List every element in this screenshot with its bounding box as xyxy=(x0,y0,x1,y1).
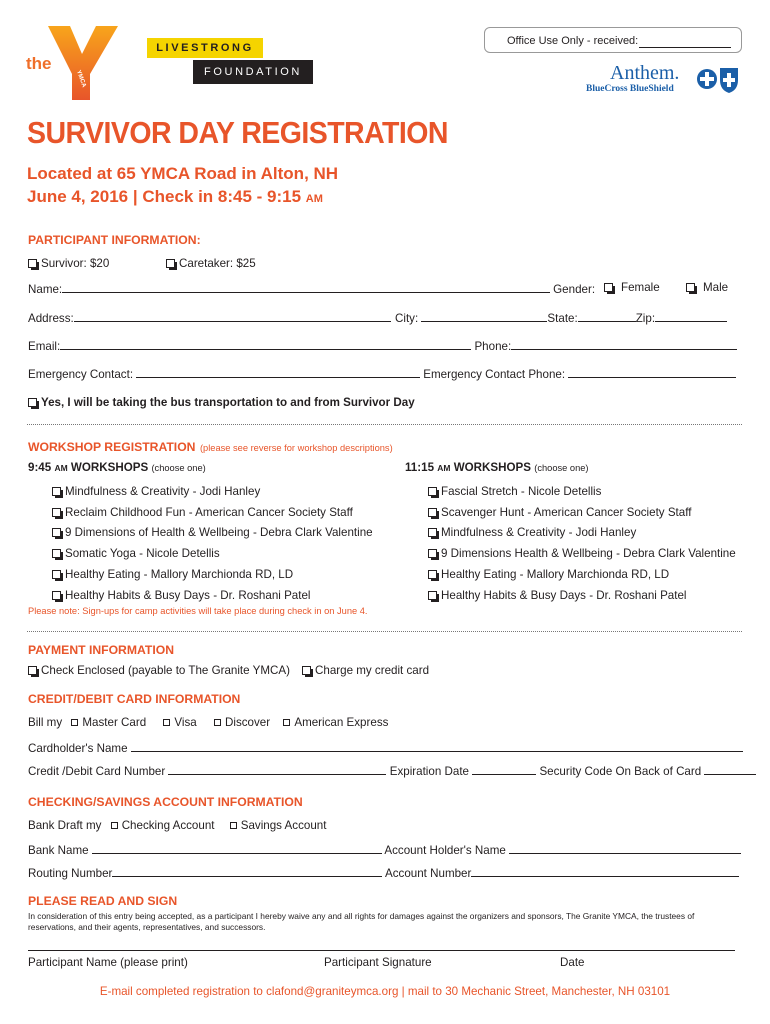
waiver-text: In consideration of this entry being accepted, as a participant I hereby waive any and all rights for damages against the organizers and sponsors, The Granite YMCA, the trustees of reservations, and their agents, representatives, and successors. xyxy=(28,911,695,932)
workshop-label: Mindfulness & Creativity - Jodi Hanley xyxy=(441,526,637,540)
office-use-line xyxy=(639,47,731,48)
master-checkbox[interactable] xyxy=(71,719,78,726)
col1-list xyxy=(52,482,373,606)
card-number-row xyxy=(28,763,756,779)
cardholder-field[interactable] xyxy=(131,740,743,752)
livestrong-top: LIVESTRONG xyxy=(147,38,263,58)
participant-heading: PARTICIPANT INFORMATION: xyxy=(28,233,201,247)
workshop-heading-note: (please see reverse for workshop descriptions) xyxy=(199,443,393,453)
workshop-option[interactable] xyxy=(52,523,373,544)
caretaker-checkbox[interactable] xyxy=(166,259,175,268)
workshop-checkbox[interactable] xyxy=(52,570,61,579)
workshop-option[interactable] xyxy=(428,586,736,607)
workshop-checkbox[interactable] xyxy=(52,591,61,600)
ymca-tag: YMCA xyxy=(74,69,87,89)
caretaker-option[interactable] xyxy=(166,257,256,271)
account-number-field[interactable] xyxy=(471,865,739,877)
col2-time: 11:15 xyxy=(405,461,435,474)
col2-choose: (choose one) xyxy=(534,463,589,473)
signature-line[interactable] xyxy=(28,950,735,951)
emergency-phone-label: Emergency Contact Phone: xyxy=(423,368,566,381)
male-checkbox[interactable] xyxy=(686,283,695,292)
address-row xyxy=(28,310,727,326)
address-field[interactable] xyxy=(74,310,391,322)
workshop-option[interactable] xyxy=(52,586,373,607)
workshop-label: Mindfulness & Creativity - Jodi Hanley xyxy=(65,485,261,498)
workshop-checkbox[interactable] xyxy=(428,570,437,579)
workshop-checkbox[interactable] xyxy=(52,528,61,537)
master-label: Master Card xyxy=(82,716,147,729)
phone-label: Phone: xyxy=(474,340,512,353)
emergency-contact-label: Emergency Contact: xyxy=(28,368,134,381)
ymca-logo xyxy=(26,24,122,102)
male-option[interactable] xyxy=(686,281,728,295)
name-field[interactable] xyxy=(62,281,550,293)
workshop-heading: WORKSHOP REGISTRATION xyxy=(28,440,196,454)
workshop-label: Healthy Eating - Mallory Marchionda RD, LD xyxy=(441,567,670,581)
event-date xyxy=(27,187,323,207)
discover-label: Discover xyxy=(225,716,271,729)
check-label: Check Enclosed (payable to The Granite YMCA) xyxy=(41,664,290,677)
male-label: Male xyxy=(703,281,729,294)
date-label: Date xyxy=(560,956,585,969)
livestrong-logo xyxy=(147,38,302,78)
payment-heading: PAYMENT INFORMATION xyxy=(28,643,175,657)
anthem-sub: BlueCross BlueShield xyxy=(586,84,674,94)
bank-name-label: Bank Name xyxy=(28,844,89,857)
emergency-contact-field[interactable] xyxy=(136,366,420,378)
workshop-label: Reclaim Childhood Fun - American Cancer Society Staff xyxy=(65,505,353,519)
visa-label: Visa xyxy=(174,716,197,729)
amex-checkbox[interactable] xyxy=(283,719,290,726)
bank-type-row xyxy=(28,819,326,833)
livestrong-bottom: FOUNDATION xyxy=(193,60,313,84)
office-use-label: Office Use Only - received: xyxy=(507,35,639,47)
check-checkbox[interactable] xyxy=(28,666,37,675)
workshop-label: Healthy Habits & Busy Days - Dr. Roshani Patel xyxy=(65,588,311,602)
workshop-checkbox[interactable] xyxy=(428,549,437,558)
sign-heading: PLEASE READ AND SIGN xyxy=(28,894,178,908)
workshop-checkbox[interactable] xyxy=(52,487,61,496)
security-label: Security Code On Back of Card xyxy=(539,765,702,778)
workshop-label: 9 Dimensions Health & Wellbeing - Debra Clark Valentine xyxy=(441,547,736,561)
visa-checkbox[interactable] xyxy=(163,719,170,726)
bank-name-field[interactable] xyxy=(92,842,382,854)
bus-label: Yes, I will be taking the bus transportation to and from Survivor Day xyxy=(41,396,415,409)
ymca-word: the xyxy=(26,54,52,73)
workshop-label: Fascial Stretch - Nicole Detellis xyxy=(441,485,602,498)
footer: E-mail completed registration to clafond@graniteymca.org | mail to 30 Mechanic Street, Manchester, NH 03101 xyxy=(99,985,671,998)
participant-signature-label: Participant Signature xyxy=(324,956,432,969)
workshop-checkbox[interactable] xyxy=(428,591,437,600)
workshop-note: Please note: Sign-ups for camp activities will take place during check in on June 4. xyxy=(28,606,368,616)
emergency-phone-field[interactable] xyxy=(568,366,736,378)
check-option[interactable] xyxy=(28,664,290,678)
bus-checkbox[interactable] xyxy=(28,398,37,407)
gender-label: Gender: xyxy=(553,283,596,296)
zip-field[interactable] xyxy=(655,310,727,322)
workshop-option[interactable] xyxy=(428,523,736,544)
bus-option[interactable] xyxy=(28,396,415,410)
phone-field[interactable] xyxy=(511,338,737,350)
savings-checkbox[interactable] xyxy=(230,822,237,829)
col1-title: WORKSHOPS xyxy=(70,461,149,474)
col2-ampm: AM xyxy=(437,463,451,473)
col1-time: 9:45 xyxy=(28,461,52,474)
survivor-option[interactable] xyxy=(28,257,109,271)
security-field[interactable] xyxy=(704,763,756,775)
workshop-option[interactable] xyxy=(428,544,736,565)
col1-heading xyxy=(28,461,206,474)
draft-label: Bank Draft my xyxy=(28,819,102,832)
savings-label: Savings Account xyxy=(240,819,327,832)
card-type-row xyxy=(28,716,388,730)
cardholder-label: Cardholder's Name xyxy=(28,742,128,755)
workshop-label: Somatic Yoga - Nicole Detellis xyxy=(65,547,220,561)
card-heading: CREDIT/DEBIT CARD INFORMATION xyxy=(28,692,241,706)
col2-heading xyxy=(405,461,589,474)
account-holder-label: Account Holder's Name xyxy=(384,844,506,857)
workshop-checkbox[interactable] xyxy=(52,508,61,517)
col2-list xyxy=(428,482,736,606)
female-option[interactable] xyxy=(604,281,660,295)
event-location: Located at 65 YMCA Road in Alton, NH xyxy=(27,164,339,183)
state-field[interactable] xyxy=(578,310,636,322)
card-number-field[interactable] xyxy=(168,763,386,775)
zip-label: Zip: xyxy=(635,312,656,325)
credit-option[interactable] xyxy=(302,664,429,678)
bank-name-row xyxy=(28,842,741,858)
email-row xyxy=(28,338,737,354)
routing-row xyxy=(28,865,739,881)
workshop-label: 9 Dimensions of Health & Wellbeing - Debra Clark Valentine xyxy=(65,526,373,540)
anthem-logo xyxy=(586,62,746,98)
survivor-label: Survivor: $20 xyxy=(41,257,110,270)
event-date-ampm: AM xyxy=(305,193,323,205)
bank-heading: CHECKING/SAVINGS ACCOUNT INFORMATION xyxy=(28,795,303,809)
col1-choose: (choose one) xyxy=(151,463,206,473)
divider xyxy=(27,631,742,632)
city-field[interactable] xyxy=(421,310,547,322)
checking-label: Checking Account xyxy=(121,819,215,832)
credit-label: Charge my credit card xyxy=(315,664,430,677)
amex-label: American Express xyxy=(294,716,389,729)
workshop-option[interactable] xyxy=(52,482,373,503)
female-checkbox[interactable] xyxy=(604,283,613,292)
workshop-checkbox[interactable] xyxy=(428,528,437,537)
workshop-option[interactable] xyxy=(428,565,736,586)
expiration-label: Expiration Date xyxy=(389,765,469,778)
workshop-option[interactable] xyxy=(52,565,373,586)
account-holder-field[interactable] xyxy=(509,842,741,854)
routing-field[interactable] xyxy=(112,865,382,877)
workshop-label: Healthy Eating - Mallory Marchionda RD, LD xyxy=(65,567,294,581)
workshop-label: Healthy Habits & Busy Days - Dr. Roshani Patel xyxy=(441,588,687,602)
email-label: Email: xyxy=(28,340,61,353)
office-use-box xyxy=(484,27,742,53)
event-date-text: June 4, 2016 | Check in 8:45 - 9:15 xyxy=(27,187,302,206)
routing-label: Routing Number xyxy=(28,867,113,880)
name-label: Name: xyxy=(28,283,63,296)
card-number-label: Credit /Debit Card Number xyxy=(28,765,166,778)
credit-checkbox[interactable] xyxy=(302,666,311,675)
workshop-option[interactable] xyxy=(428,482,736,503)
state-label: State: xyxy=(547,312,578,325)
account-number-label: Account Number xyxy=(385,867,472,880)
email-field[interactable] xyxy=(60,338,471,350)
emergency-row xyxy=(28,366,736,382)
workshop-option[interactable] xyxy=(52,503,373,524)
bill-label: Bill my xyxy=(28,716,63,729)
page-title: SURVIVOR DAY REGISTRATION xyxy=(27,115,448,150)
workshop-option[interactable] xyxy=(52,544,373,565)
workshop-heading-row xyxy=(28,438,393,456)
cardholder-row xyxy=(28,740,743,756)
discover-checkbox[interactable] xyxy=(214,719,221,726)
caretaker-label: Caretaker: $25 xyxy=(179,257,256,270)
address-label: Address: xyxy=(28,312,74,325)
female-label: Female xyxy=(621,281,660,294)
col1-ampm: AM xyxy=(54,463,68,473)
bluecross-blueshield-icon xyxy=(696,64,740,94)
name-row xyxy=(28,281,595,297)
workshop-checkbox[interactable] xyxy=(428,508,437,517)
survivor-checkbox[interactable] xyxy=(28,259,37,268)
participant-name-label: Participant Name (please print) xyxy=(28,956,188,969)
col2-title: WORKSHOPS xyxy=(453,461,532,474)
workshop-option[interactable] xyxy=(428,503,736,524)
divider xyxy=(27,424,742,425)
anthem-name: Anthem. xyxy=(610,62,680,84)
workshop-checkbox[interactable] xyxy=(52,549,61,558)
checking-checkbox[interactable] xyxy=(111,822,118,829)
expiration-field[interactable] xyxy=(472,763,536,775)
workshop-label: Scavenger Hunt - American Cancer Society Staff xyxy=(441,505,692,519)
workshop-checkbox[interactable] xyxy=(428,487,437,496)
city-label: City: xyxy=(395,312,419,325)
